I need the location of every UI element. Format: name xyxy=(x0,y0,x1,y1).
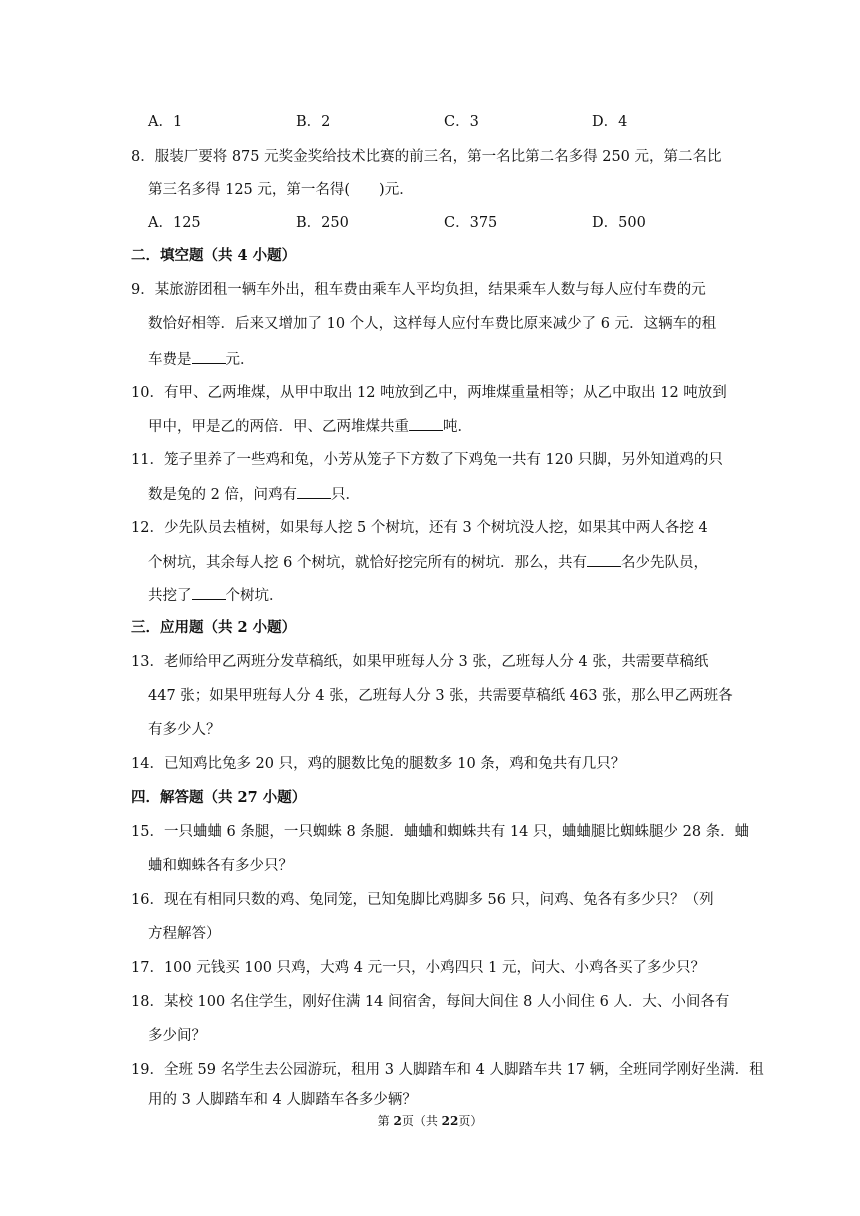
q12-text-after-blank-2: 个树坑． xyxy=(225,588,284,604)
q10-answer-blank xyxy=(409,416,443,431)
page-footer xyxy=(0,1112,860,1129)
q17-line-1: 17．100 元钱买 100 只鸡，大鸡 4 元一只，小鸡四只 1 元，问大、小鸡各买了多少只？ xyxy=(131,960,706,976)
q16-line-2: 方程解答） xyxy=(148,926,221,942)
q12-answer-blank-2 xyxy=(192,585,226,600)
footer-prefix: 第 xyxy=(377,1114,394,1128)
q14-line-1: 14．已知鸡比兔多 20 只，鸡的腿数比兔的腿数多 10 条，鸡和兔共有几只？ xyxy=(131,756,626,772)
q8-line-2: 第三名多得 125 元，第一名得( )元． xyxy=(148,182,414,198)
q9-text-before-blank: 车费是 xyxy=(148,352,192,368)
q18-line-1: 18．某校 100 名住学生，刚好住满 14 间宿舍，每间大间住 8 人小间住 6 人．大、小间各有 xyxy=(131,994,730,1010)
q12-text-before-blank-1: 个树坑，其余每人挖 6 个树坑，就恰好挖完所有的树坑．那么，共有 xyxy=(148,555,587,571)
q7-option-a: A．1 xyxy=(148,114,183,130)
q12-text-after-blank-1: 名少先队员， xyxy=(620,555,708,571)
q12-answer-blank-1 xyxy=(587,552,621,567)
q10-line-2 xyxy=(148,416,472,437)
q15-line-2: 蛐和蜘蛛各有多少只？ xyxy=(148,858,293,874)
section-heading-fill-in: 二．填空题（共 4 小题） xyxy=(131,247,297,264)
q10-text-before-blank: 甲中，甲是乙的两倍．甲、乙两堆煤共重 xyxy=(148,419,409,435)
q12-line-2 xyxy=(148,552,708,573)
footer-suffix: 页） xyxy=(458,1114,483,1128)
q12-line-1: 12．少先队员去植树，如果每人挖 5 个树坑，还有 3 个树坑没人挖，如果其中两人各挖 4 xyxy=(131,520,708,536)
q19-line-1: 19．全班 59 名学生去公园游玩，租用 3 人脚踏车和 4 人脚踏车共 17 辆，全班同学刚好坐满．租 xyxy=(131,1062,764,1078)
q15-line-1: 15．一只蛐蛐 6 条腿，一只蜘蛛 8 条腿．蛐蛐和蜘蛛共有 14 只，蛐蛐腿比蜘蛛腿少 28 条．蛐 xyxy=(131,824,750,840)
q9-line-1: 9．某旅游团租一辆车外出，租车费由乘车人平均负担，结果乘车人数与每人应付车费的元 xyxy=(131,282,706,298)
q9-line-2: 数恰好相等．后来又增加了 10 个人，这样每人应付车费比原来减少了 6 元．这辆车的租 xyxy=(148,316,717,332)
q9-text-after-blank: 元． xyxy=(225,352,255,368)
q10-line-1: 10．有甲、乙两堆煤，从甲中取出 12 吨放到乙中，两堆煤重量相等；从乙中取出 12 吨放到 xyxy=(131,385,727,401)
q16-line-1: 16．现在有相同只数的鸡、兔同笼，已知兔脚比鸡脚多 56 只，问鸡、兔各有多少只？（列 xyxy=(131,892,714,908)
section-heading-solutions: 四．解答题（共 27 小题） xyxy=(131,789,307,806)
q11-line-1: 11．笼子里养了一些鸡和兔，小芳从笼子下方数了下鸡兔一共有 120 只脚，另外知道鸡的只 xyxy=(131,452,723,468)
q13-line-1: 13．老师给甲乙两班分发草稿纸，如果甲班每人分 3 张，乙班每人分 4 张，共需要草稿纸 xyxy=(131,654,709,670)
q8-line-1: 8．服装厂要将 875 元奖金奖给技术比赛的前三名，第一名比第二名多得 250 元，第二名比 xyxy=(131,149,722,165)
q8-option-a: A．125 xyxy=(148,215,201,231)
q12-text-before-blank-2: 共挖了 xyxy=(148,588,192,604)
q11-text-before-blank: 数是兔的 2 倍，问鸡有 xyxy=(148,487,297,503)
q7-option-b: B．2 xyxy=(296,114,331,130)
footer-page-number: 2 xyxy=(393,1114,402,1128)
q13-line-3: 有多少人？ xyxy=(148,722,221,738)
q12-line-3 xyxy=(148,585,284,606)
q11-line-2 xyxy=(148,484,360,505)
section-heading-application: 三．应用题（共 2 小题） xyxy=(131,619,297,636)
q13-line-2: 447 张；如果甲班每人分 4 张，乙班每人分 3 张，共需要草稿纸 463 张，那么甲乙两班各 xyxy=(148,688,733,704)
q7-option-d: D．4 xyxy=(592,114,628,130)
q11-answer-blank xyxy=(297,484,331,499)
q9-answer-blank xyxy=(192,349,226,364)
footer-middle: 页（共 xyxy=(401,1114,442,1128)
q8-option-c: C．375 xyxy=(444,215,498,231)
q7-option-c: C．3 xyxy=(444,114,479,130)
q10-text-after-blank: 吨． xyxy=(443,419,472,435)
q11-text-after-blank: 只． xyxy=(330,487,360,503)
q19-line-2: 用的 3 人脚踏车和 4 人脚踏车各多少辆？ xyxy=(148,1092,417,1108)
q18-line-2: 多少间？ xyxy=(148,1028,206,1044)
footer-total-pages: 22 xyxy=(441,1114,459,1128)
q9-line-3 xyxy=(148,349,255,370)
q8-option-d: D．500 xyxy=(592,215,646,231)
q8-option-b: B．250 xyxy=(296,215,349,231)
